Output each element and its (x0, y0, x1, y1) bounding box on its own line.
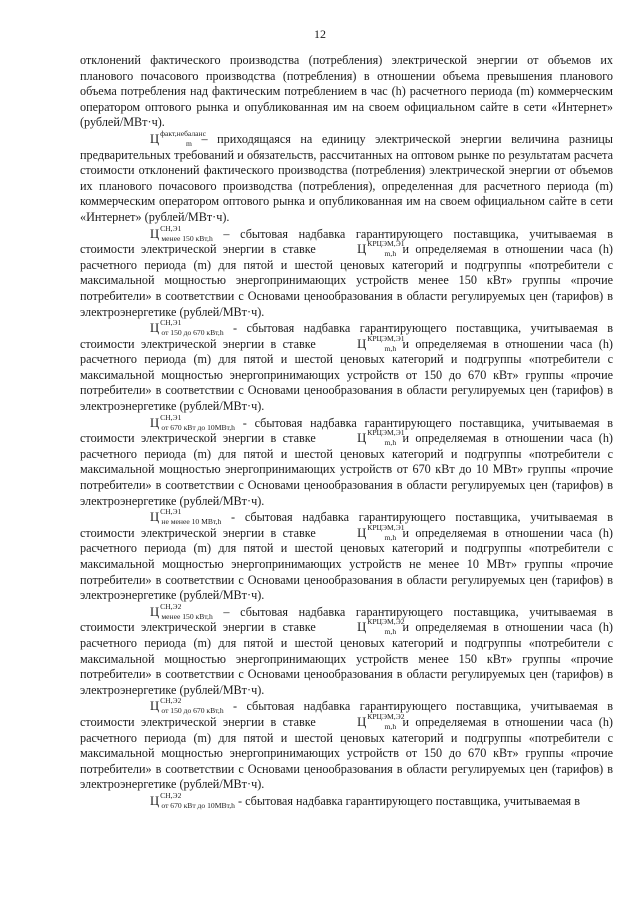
formula-symbol: $Ц^{СН,Э1}_{менее 150 кВт,h}$ (150, 223, 213, 243)
formula-symbol: $Ц^{СН,Э1}_{от 150 до 670 кВт,h}$ (150, 318, 224, 338)
definition-text: - сбытовая надбавка гарантирующего поставщика, учитываемая в стоимости электрической энергии в ставке (80, 415, 613, 446)
definition-text: – сбытовая надбавка гарантирующего поставщика, учитываемая в стоимости электрической энергии в ставке (80, 604, 613, 635)
definition-paragraph (80, 318, 613, 415)
rate-symbol: $Ц^{КРЦЭМ,Э1}_{m,h}$ (357, 333, 405, 353)
definition-text: - сбытовая надбавка гарантирующего поставщика, учитываемая в стоимости электрической энергии в ставке (80, 321, 613, 351)
definition-paragraph (80, 507, 613, 604)
definition-text: - сбытовая надбавка гарантирующего поставщика, учитываемая в (234, 793, 580, 808)
definition-text: - сбытовая надбавка гарантирующего поставщика, учитываемая в стоимости электрической энергии в ставке (80, 510, 613, 540)
definition-text: – приходящаяся на единицу электрической энергии величина разницы предварительных требований и обязательств, рассчитанных на оптовом рынке по результатам расчета стоимости отклонений фактического производства (потребления) электрической энергии от объемов их планового почасового производства (потребления), определенная для расчетного периода (m) коммерческим оператором оптового рынка и опубликованная им на своем официальном сайте в сети «Интернет» (рублей/МВт·ч). (80, 131, 613, 224)
formula-symbol: $Ц^{СН,Э1}_{не менее 10 МВт,h}$ (150, 507, 222, 527)
rate-symbol: $Ц^{КРЦЭМ,Э1}_{m,h}$ (357, 239, 405, 259)
definition-paragraph (80, 412, 613, 510)
definition-text: и определяемая в отношении часа (h) расчетного периода (m) для пятой и шестой ценовых категорий и подгруппы «потребители с максимальной мощностью энергопринимающих устройств от 150 до 670 кВт» группы «прочие потребители» в соответствии с Основами ценообразования в области регулируемых цен (тарифов) в электроэнергетике (рублей/МВт·ч). (80, 714, 613, 792)
definition-text: и определяемая в отношении часа (h) расчетного периода (m) для пятой и шестой ценовых категорий и подгруппы «потребители с максимальной мощностью энергопринимающих устройств от 670 кВт до 10 МВт» группы «прочие потребители» в соответствии с Основами ценообразования в области регулируемых цен (тарифов) в электроэнергетике (рублей/МВт·ч). (80, 431, 613, 508)
definition-paragraph (80, 790, 613, 810)
formula-symbol: $Ц^{СН,Э1}_{от 670 кВт до 10МВт,h}$ (150, 412, 235, 432)
intro-paragraph: отклонений фактического производства (потребления) электрической энергии от объемов их планового почасового производства (потребления) в отношении объема превышения планового объема потребления над фактическим потреблением в час (h) расчетного периода (m) коммерческим оператором оптового рынка и опубликованная им на своем официальном сайте в сети «Интернет» (рублей/МВт·ч). (80, 53, 613, 130)
definition-text: – сбытовая надбавка гарантирующего поставщика, учитываемая в стоимости электрической энергии в ставке (80, 226, 613, 257)
page-number: 12 (314, 27, 326, 41)
definition-paragraph (80, 601, 613, 699)
document-body (80, 53, 613, 810)
definition-text: и определяемая в отношении часа (h) расчетного периода (m) для пятой и шестой ценовых категорий и подгруппы «потребители с максимальной мощностью энергопринимающих устройств не менее 10 МВт» группы «прочие потребители» в соответствии с Основами ценообразования в области регулируемых цен (тарифов) в электроэнергетике (рублей/МВт·ч). (80, 525, 613, 603)
definition-text: и определяемая в отношении часа (h) расчетного периода (m) для пятой и шестой ценовых категорий и подгруппы «потребители с максимальной мощностью энергопринимающих устройств от 150 до 670 кВт» группы «прочие потребители» в соответствии с Основами ценообразования в области регулируемых цен (тарифов) в электроэнергетике (рублей/МВт·ч). (80, 336, 613, 414)
definition-text: и определяемая в отношении часа (h) расчетного периода (m) для пятой и шестой ценовых категорий и подгруппы «потребители с максимальной мощностью энергопринимающих устройств менее 150 кВт» группы «прочие потребители» в соответствии с Основами ценообразования в области регулируемых цен (тарифов) в электроэнергетике (рублей/МВт·ч). (80, 620, 613, 697)
formula-symbol: $Ц^{СН,Э2}_{менее 150 кВт,h}$ (150, 601, 213, 621)
formula-symbol: $Ц^{СН,Э2}_{от 150 до 670 кВт,h}$ (150, 696, 224, 716)
rate-symbol: $Ц^{КРЦЭМ,Э2}_{m,h}$ (357, 617, 405, 637)
definition-text: и определяемая в отношении часа (h) расчетного периода (m) для пятой и шестой ценовых категорий и подгруппы «потребители с максимальной мощностью энергопринимающих устройств менее 150 кВт» группы «прочие потребители» в соответствии с Основами ценообразования в области регулируемых цен (тарифов) в электроэнергетике (рублей/МВт·ч). (80, 242, 613, 319)
rate-symbol: $Ц^{КРЦЭМ,Э2}_{m,h}$ (357, 711, 405, 731)
definition-paragraph (80, 128, 613, 226)
formula-symbol: $Ц^{факт,небаланс}_m$ (150, 128, 206, 148)
definition-text: - сбытовая надбавка гарантирующего поставщика, учитываемая в стоимости электрической энергии в ставке (80, 699, 613, 729)
definition-paragraph (80, 223, 613, 321)
rate-symbol: $Ц^{КРЦЭМ,Э1}_{m,h}$ (357, 428, 405, 448)
definition-paragraph (80, 696, 613, 793)
rate-symbol: $Ц^{КРЦЭМ,Э1}_{m,h}$ (357, 522, 405, 542)
formula-symbol: $Ц^{СН,Э2}_{от 670 кВт до 10МВт,h}$ (150, 790, 235, 810)
